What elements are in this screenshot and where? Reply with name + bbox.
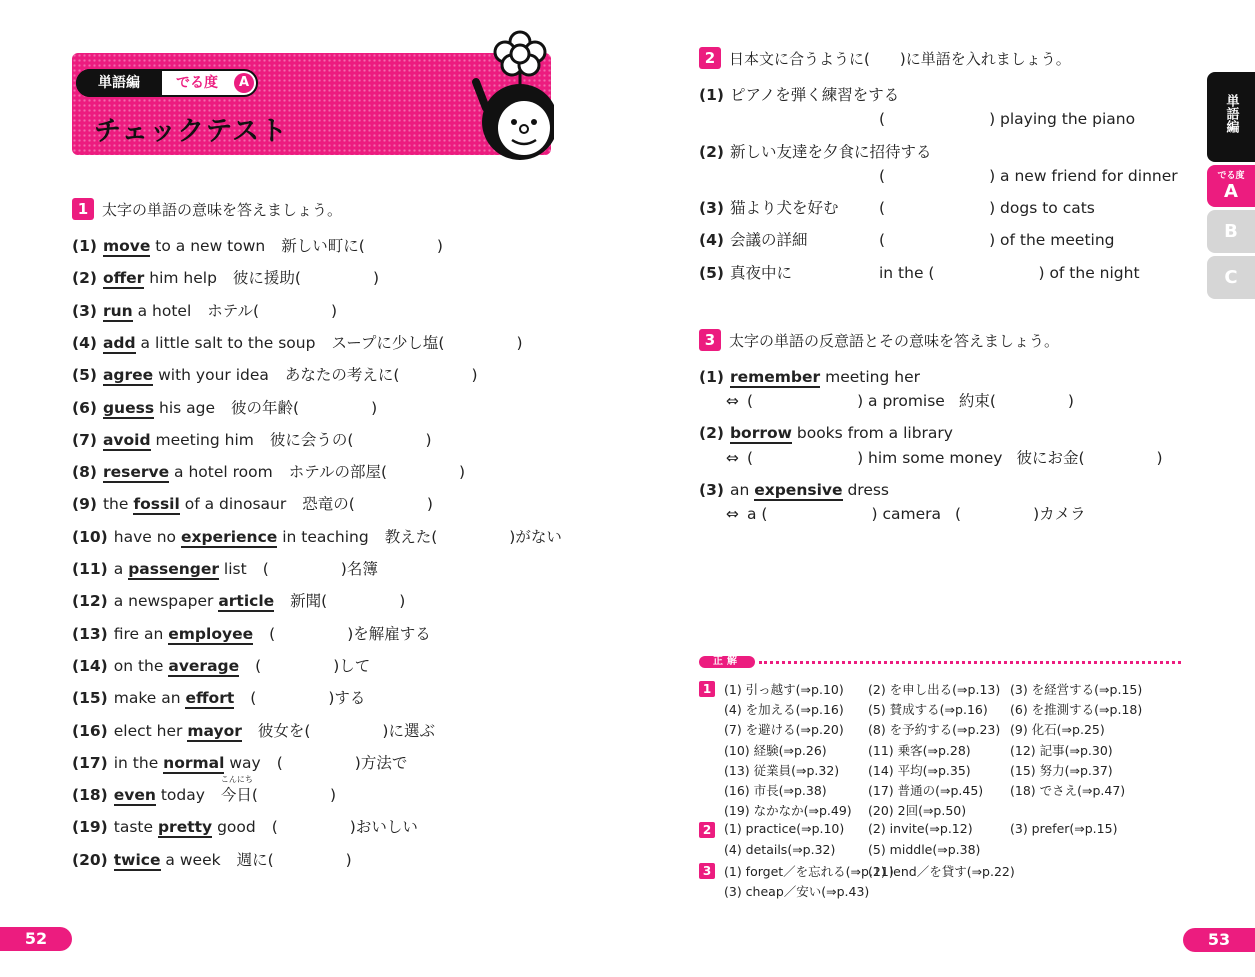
item-japanese-end: ): [372, 269, 380, 288]
antonym-arrow: ⇔: [726, 392, 739, 410]
item-japanese: 今日(: [220, 786, 258, 805]
answer-open: (: [747, 449, 754, 467]
answer-entry: (6) を推測する(⇒p.18): [1010, 702, 1143, 718]
antonym-arrow: ⇔: [726, 505, 739, 523]
section1-item: [72, 268, 379, 288]
answer-entry: (4) details(⇒p.32): [724, 841, 836, 857]
item-number: (3): [72, 301, 97, 320]
answer-rest: ) of the night: [1038, 264, 1140, 282]
item-japanese-end: ): [1067, 392, 1074, 410]
item-japanese: 彼女を(: [257, 721, 311, 740]
section1-item: [72, 236, 443, 256]
section1-item: [72, 365, 478, 385]
section2-answer: [879, 198, 1095, 218]
item-prefix: on the: [113, 656, 169, 675]
answer-rest: ) of the meeting: [989, 231, 1115, 249]
item-keyword: run: [102, 301, 133, 320]
item-keyword: pretty: [157, 818, 213, 837]
section2-item: [699, 263, 792, 283]
section1-item: [72, 721, 435, 741]
item-keyword: guess: [102, 398, 155, 417]
header-level-label: でる度: [176, 75, 218, 91]
page-title: チェックテスト: [94, 116, 289, 147]
item-suffix: him help: [144, 269, 217, 288]
answer-open: (: [879, 110, 886, 128]
answer-entry: (20) 2回(⇒p.50): [868, 803, 967, 819]
item-japanese-end: )に選ぶ: [382, 721, 435, 740]
answer-entry: (3) prefer(⇒p.15): [1010, 821, 1118, 837]
side-tab-c-label: C: [1224, 267, 1238, 288]
answer-entry: (16) 市長(⇒p.38): [724, 783, 827, 798]
item-keyword: effort: [185, 689, 235, 708]
item-number: (2): [699, 424, 724, 442]
item-number: (5): [72, 366, 97, 385]
answer-rest: ) a promise: [857, 392, 945, 410]
item-number: (11): [72, 560, 108, 578]
item-keyword: add: [102, 333, 136, 352]
item-number: (20): [72, 850, 108, 869]
item-japanese-end: )おいしい: [349, 818, 418, 837]
answer-entry: (7) を避ける(⇒p.20): [724, 722, 844, 738]
item-japanese-end: ): [371, 398, 378, 417]
side-tab-section[interactable]: [1207, 72, 1255, 162]
item-number: (6): [72, 398, 97, 417]
item-japanese: 新しい町に(: [281, 237, 365, 255]
item-japanese-end: )して: [333, 656, 371, 675]
section1-item: [72, 850, 352, 870]
section3-number: 3: [699, 329, 721, 351]
item-number: (2): [699, 143, 724, 161]
item-japanese: ピアノを弾く練習をする: [729, 86, 900, 104]
item-number: (3): [699, 481, 724, 499]
item-japanese-end: ): [1156, 449, 1163, 467]
item-prefix: the: [102, 495, 134, 514]
section1-item: [72, 591, 405, 611]
item-number: (19): [72, 818, 108, 837]
item-japanese-end: ): [345, 850, 352, 869]
answers-bar: [699, 656, 1181, 668]
item-suffix: his age: [154, 398, 215, 417]
item-suffix: dress: [842, 481, 890, 499]
mascot-icon: [472, 30, 554, 162]
item-keyword: agree: [102, 366, 154, 385]
answer-open: (: [879, 231, 886, 249]
item-number: (5): [699, 264, 724, 282]
item-japanese: 彼にお金(: [1016, 449, 1085, 467]
item-prefix: have no: [113, 527, 181, 546]
item-number: (2): [72, 269, 97, 288]
item-japanese: 週に(: [236, 850, 274, 869]
answer-open: in the (: [879, 264, 935, 282]
item-number: (9): [72, 495, 97, 514]
section2-answer: [879, 166, 1178, 186]
item-japanese-end: ): [471, 366, 478, 385]
item-suffix: with your idea: [153, 366, 269, 385]
item-prefix: fire an: [113, 624, 169, 643]
item-japanese: 約束(: [958, 392, 996, 410]
item-keyword: remember: [729, 368, 821, 386]
item-japanese: (: [262, 560, 269, 578]
section2-item: [699, 142, 931, 162]
section1-item: [72, 624, 431, 644]
item-japanese: (: [271, 818, 278, 837]
section3-heading: [699, 329, 1059, 351]
section1-item: [72, 527, 562, 547]
item-keyword: reserve: [102, 463, 170, 482]
item-suffix: books from a library: [791, 424, 953, 442]
answer-rest: ) him some money: [857, 449, 1003, 467]
item-number: (15): [72, 689, 108, 708]
item-japanese: (: [955, 505, 962, 523]
section1-instruction: 太字の単語の意味を答えましょう。: [102, 200, 343, 219]
answer-entry: (10) 経験(⇒p.26): [724, 742, 827, 758]
side-tab-level-b[interactable]: [1207, 210, 1255, 253]
answer-entry: (1) practice(⇒p.10): [724, 821, 845, 837]
item-number: (8): [72, 463, 97, 482]
section1-number: 1: [72, 198, 94, 220]
section1-item: [72, 817, 418, 837]
item-keyword: average: [168, 656, 240, 675]
side-tab-section-label: 単語編: [1223, 94, 1239, 133]
section1-item: [72, 430, 432, 450]
section1-item: [72, 494, 433, 514]
answer-entry: (14) 平均(⇒p.35): [868, 762, 971, 778]
answer-open: (: [879, 167, 886, 185]
item-number: (1): [699, 368, 724, 386]
item-number: (3): [699, 199, 724, 217]
item-japanese-end: )する: [328, 689, 366, 708]
item-suffix: in teaching: [277, 527, 369, 546]
item-keyword: employee: [168, 624, 254, 643]
item-japanese: (: [276, 753, 283, 772]
item-number: (16): [72, 721, 108, 740]
item-prefix: taste: [113, 818, 158, 837]
section3-answer: [726, 391, 1074, 411]
item-keyword: normal: [163, 753, 225, 772]
answer-open: (: [879, 199, 886, 217]
answers-label: 正解: [699, 656, 755, 668]
answer-entry: (5) middle(⇒p.38): [868, 841, 981, 857]
section3-instruction: 太字の単語の反意語とその意味を答えましょう。: [729, 331, 1060, 350]
item-japanese-end: ): [436, 237, 443, 255]
item-number: (13): [72, 624, 108, 643]
item-japanese-end: )方法で: [354, 753, 408, 772]
side-tab-b-label: B: [1224, 221, 1238, 242]
item-suffix: a week: [160, 850, 221, 869]
section1-item: [72, 301, 337, 321]
item-japanese-end: ): [331, 301, 338, 320]
page-number-right: 53: [1183, 928, 1255, 952]
item-japanese-end: ): [459, 463, 466, 482]
item-suffix: meeting him: [150, 430, 254, 449]
item-japanese: ホテルの部屋(: [288, 463, 387, 482]
answer-entry: (4) を加える(⇒p.16): [724, 702, 844, 718]
item-suffix: way: [224, 753, 261, 772]
section2-instruction: 日本文に合うように( )に単語を入れましょう。: [729, 49, 1071, 68]
header-pill: [76, 69, 258, 97]
item-japanese-end: ): [329, 786, 337, 805]
item-keyword: twice: [113, 850, 161, 869]
answer-entry: (8) を予約する(⇒p.23): [868, 722, 1001, 738]
item-japanese-end: )を解雇する: [347, 624, 431, 643]
item-suffix: today: [155, 786, 205, 805]
section1-item: [72, 333, 523, 353]
answer-rest: ) dogs to cats: [989, 199, 1095, 217]
item-keyword: fossil: [133, 495, 180, 514]
section2-answer: [879, 109, 1135, 129]
section1-item: [72, 559, 378, 579]
section2-item: [699, 85, 899, 105]
item-suffix: to a new town: [150, 237, 266, 255]
antonym-arrow: ⇔: [726, 449, 739, 467]
item-prefix: a newspaper: [113, 592, 219, 611]
item-suffix: list: [219, 560, 247, 578]
item-keyword: move: [102, 237, 151, 255]
item-japanese: 会議の詳細: [729, 231, 808, 249]
item-keyword: even: [113, 786, 156, 805]
item-number: (10): [72, 527, 108, 546]
section3-item: [699, 367, 920, 387]
answer-entry: (13) 従業員(⇒p.32): [724, 762, 840, 778]
section1-item: [72, 775, 337, 805]
item-suffix: good: [212, 818, 256, 837]
section1-item: [72, 688, 365, 708]
item-suffix: a hotel room: [169, 463, 273, 482]
side-tab-a-label: A: [1224, 181, 1238, 202]
item-japanese-wrap: [220, 775, 258, 805]
answer-group-number: 3: [699, 863, 715, 879]
answer-entry: (2) invite(⇒p.12): [868, 821, 973, 837]
answer-open: a (: [747, 505, 768, 523]
section1-item: [72, 656, 370, 676]
item-number: (1): [72, 237, 97, 255]
item-number: (1): [699, 86, 724, 104]
item-japanese: (: [269, 624, 276, 643]
answer-rest: ) camera: [871, 505, 941, 523]
item-prefix: a: [113, 560, 129, 578]
answer-entry: (2) を申し出る(⇒p.13): [868, 682, 1001, 697]
item-keyword: article: [218, 592, 275, 611]
answer-rest: ) a new friend for dinner: [989, 167, 1178, 185]
section1-item: [72, 753, 407, 773]
section3-item: [699, 480, 889, 500]
answer-entry: (1) 引っ越す(⇒p.10): [724, 682, 844, 697]
answer-entry: (19) なかなか(⇒p.49): [724, 803, 852, 819]
item-japanese: 教えた(: [384, 527, 438, 546]
item-japanese: 新しい友達を夕食に招待する: [729, 143, 932, 161]
item-number: (17): [72, 753, 108, 772]
side-tab-level-c[interactable]: [1207, 256, 1255, 299]
section1-heading: [72, 198, 342, 220]
header-category: 単語編: [76, 69, 162, 97]
section2-answer: [879, 263, 1140, 283]
answer-entry: (5) 賛成する(⇒p.16): [868, 702, 988, 718]
item-number: (4): [72, 333, 97, 352]
page-number-left: 52: [0, 927, 72, 951]
item-japanese: (: [255, 656, 262, 675]
answer-entry: (1) forget／を忘れる(⇒p.11): [724, 863, 894, 879]
item-number: (14): [72, 656, 108, 675]
item-number: (4): [699, 231, 724, 249]
item-japanese-end: )カメラ: [1033, 505, 1086, 523]
item-japanese-end: )がない: [509, 527, 562, 546]
answer-entry: (17) 普通の(⇒p.45): [868, 783, 984, 798]
item-keyword: experience: [180, 527, 278, 546]
item-japanese-end: ): [399, 592, 406, 611]
section1-item: [72, 462, 465, 482]
section2-heading: [699, 47, 1071, 69]
item-japanese-end: ): [425, 430, 432, 449]
section2-number: 2: [699, 47, 721, 69]
item-japanese: (: [250, 689, 257, 708]
item-keyword: passenger: [128, 560, 219, 578]
item-keyword: offer: [102, 269, 145, 288]
answer-entry: (2) lend／を貸す(⇒p.22): [868, 863, 1015, 879]
item-prefix: an: [729, 481, 755, 499]
item-japanese: 真夜中に: [729, 264, 792, 282]
section2-item: [699, 230, 807, 250]
section3-answer: [726, 504, 1086, 524]
item-japanese: 恐竜の(: [302, 495, 355, 514]
item-suffix: a hotel: [132, 301, 192, 320]
item-number: (7): [72, 430, 97, 449]
answer-rest: ) playing the piano: [989, 110, 1136, 128]
item-ruby: こんにち: [220, 775, 253, 785]
item-number: (18): [72, 786, 108, 805]
item-keyword: avoid: [102, 430, 151, 449]
item-japanese: 彼に援助(: [232, 269, 301, 288]
section3-item: [699, 423, 953, 443]
answers-divider: [759, 661, 1181, 664]
answer-entry: (12) 記事(⇒p.30): [1010, 742, 1113, 758]
answer-group-number: 2: [699, 822, 715, 838]
answer-open: (: [747, 392, 754, 410]
item-japanese: 新聞(: [290, 592, 328, 611]
item-keyword: expensive: [754, 481, 843, 499]
answer-entry: (3) cheap／安い(⇒p.43): [724, 884, 870, 899]
item-japanese: スープに少し塩(: [331, 333, 445, 352]
item-number: (12): [72, 592, 108, 611]
item-suffix: of a dinosaur: [179, 495, 287, 514]
item-japanese-end: ): [516, 333, 523, 352]
item-prefix: make an: [113, 689, 186, 708]
section3-answer: [726, 448, 1163, 468]
answer-entry: (18) でさえ(⇒p.47): [1010, 783, 1126, 798]
item-suffix: a little salt to the soup: [135, 333, 316, 352]
item-japanese: 猫より犬を好む: [729, 199, 839, 217]
item-keyword: borrow: [729, 424, 792, 442]
item-prefix: in the: [113, 753, 164, 772]
item-japanese: 彼の年齢(: [231, 398, 300, 417]
item-japanese: ホテル(: [207, 301, 260, 320]
item-prefix: elect her: [113, 721, 188, 740]
answer-entry: (15) 努力(⇒p.37): [1010, 762, 1113, 778]
answer-entry: (9) 化石(⇒p.25): [1010, 722, 1105, 738]
item-suffix: meeting her: [820, 368, 920, 386]
side-tab-level-label: でる度: [1217, 171, 1245, 181]
answer-entry: (11) 乗客(⇒p.28): [868, 742, 971, 758]
item-japanese: あなたの考えに(: [284, 366, 400, 385]
item-japanese: 彼に会うの(: [269, 430, 354, 449]
section2-answer: [879, 230, 1115, 250]
item-japanese-end: )名簿: [340, 560, 378, 578]
item-japanese-end: ): [426, 495, 433, 514]
side-tab-level-a[interactable]: [1207, 165, 1255, 207]
section2-item: [699, 198, 838, 218]
item-keyword: mayor: [187, 721, 242, 740]
header-level: A: [234, 73, 254, 93]
section1-item: [72, 398, 377, 418]
answer-group-number: 1: [699, 681, 715, 697]
answer-entry: (3) を経営する(⇒p.15): [1010, 682, 1143, 697]
